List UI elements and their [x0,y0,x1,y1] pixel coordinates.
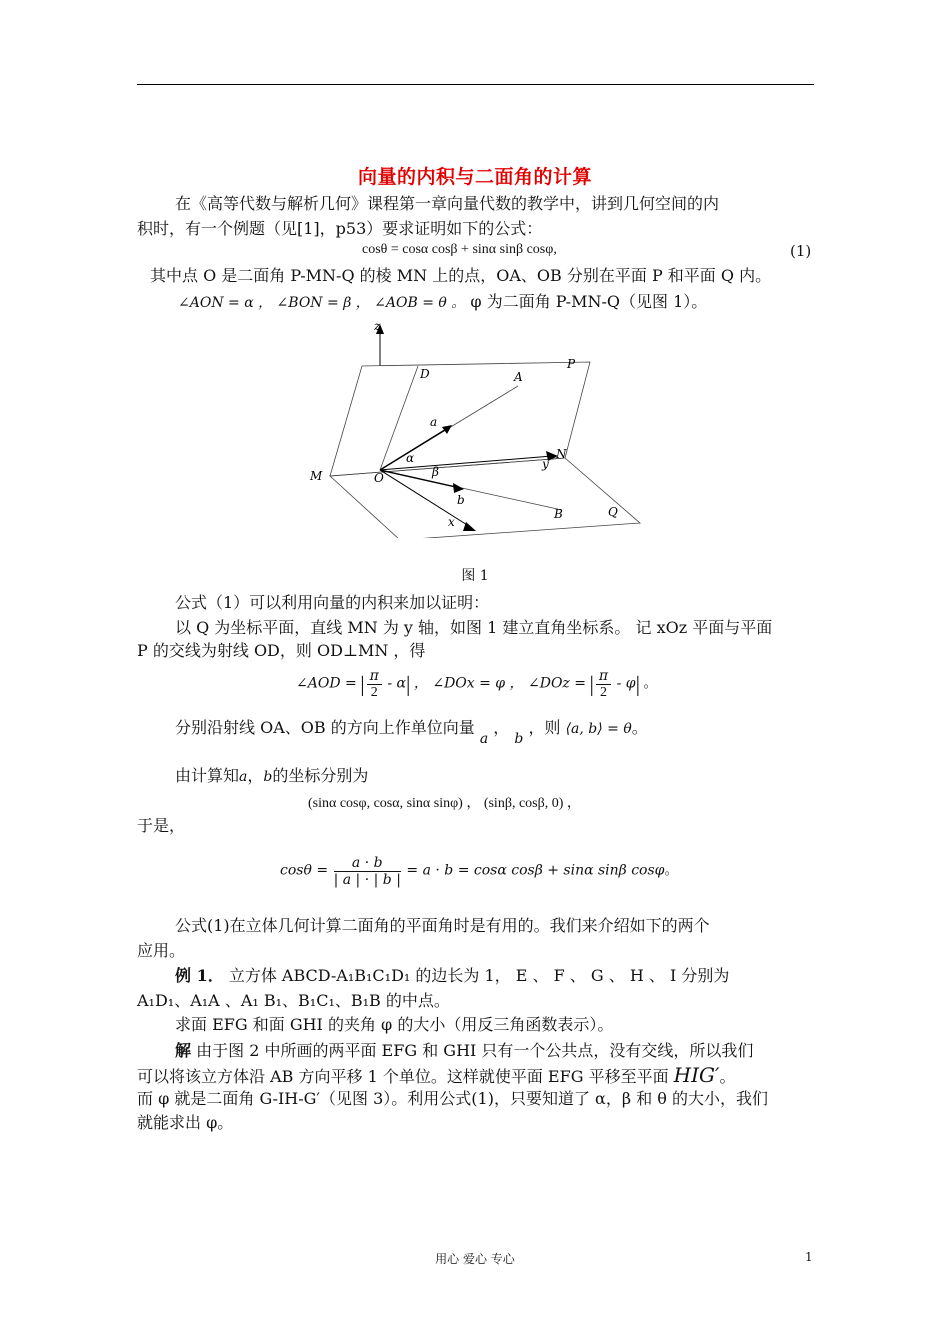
plane-hig-prime: HIG′ [673,1063,720,1087]
para4-line1: 以 Q 为坐标平面，直线 MN 为 y 轴，如图 1 建立直角坐标系。 记 xOz 平面与平面 [175,618,773,637]
label-n: N [556,447,567,461]
label-p: P [567,357,576,371]
angle-definitions: ∠AON = α ， ∠BON = β ， ∠AOB = θ 。 [178,295,466,311]
page-number: 1 [805,1250,813,1264]
label-d: D [420,367,430,381]
label-q: Q [608,505,618,519]
label-y: y [542,457,549,471]
formula-1: cosθ = cosα cosβ + sinα sinβ cosφ, [362,242,557,257]
formula-2-aod: ∠AOD = [296,675,357,692]
para4-line2: P 的交线为射线 OD，则 OD⊥MN ，得 [137,641,426,660]
vector-a-symbol: a [479,731,489,747]
vector-a-arrow-icon [442,425,452,434]
label-z: z [374,319,381,333]
formula-1-number: (1) [790,242,812,260]
label-a-point: A [514,370,523,384]
vector-b [380,470,460,488]
para7-line2: 应用。 [137,941,186,960]
label-alpha: α [406,451,415,465]
formula-2-frac-1: $\frac{\pi}{2}$ [367,668,382,701]
example-1-line2: A₁D₁、A₁A 、A₁ B₁、B₁C₁、B₁B 的中点。 [137,991,450,1010]
figure-1-caption: 图 1 [461,568,489,584]
para5: 分别沿射线 OA、OB 的方向上作单位向量 a ， b ，则 ⟨a, b⟩ = θ。 [175,718,648,747]
vector-b-symbol: b [514,731,524,747]
para2-line2 [178,291,707,314]
example-1-line1: 例 1． 立方体 ABCD-A₁B₁C₁D₁ 的边长为 1， E 、 F 、 G 、 H 、 I 分别为 [175,966,730,985]
solution-line3: 而 φ 就是二面角 G-IH-G′（见图 3）。利用公式(1)，只要知道了 α，β 和 θ 的大小，我们 [137,1089,769,1108]
formula-3: cosθ = $\frac{a \cdot b}{| a | \cdot | b |}$ = a · b = cosα cosβ + sinα sinβ cosφ。 [280,855,679,888]
solution-line4: 就能求出 φ。 [137,1113,234,1132]
label-m: M [310,469,323,483]
example-label: 例 1． [175,966,224,985]
yushi: 于是， [137,816,186,835]
para1-line2: 积时，有一个例题（见[1]，p53）要求证明如下的公式： [137,219,543,238]
para2-line1: 其中点 O 是二面角 P-MN-Q 的棱 MN 上的点，OA、OB 分别在平面 P 和平面 Q 内。 [150,266,772,285]
formula-2-dox-doz: ， ∠DOx = φ ， ∠DOz = [413,675,586,692]
document-title: 向量的内积与二面角的计算 [357,166,592,188]
header-rule [137,84,814,85]
para3: 公式（1）可以利用向量的内积来加以证明： [175,593,490,612]
plane-q [330,458,640,538]
coordinates: (sinα cosφ, cosα, sinα sinφ) ， (sinβ, cosβ, 0) ， [308,796,581,811]
formula-3-frac: $\frac{a \cdot b}{| a | \cdot | b |}$ [333,855,401,888]
solution-line2: 可以将该立方体沿 AB 方向平移 1 个单位。这样就使平面 EFG 平移至平面 HIG′。 [137,1063,736,1087]
formula-2: ∠AOD = | $\frac{\pi}{2}$ - α| ， ∠DOx = φ ， ∠DOz = | $\frac{\pi}{2}$ - φ| 。 [296,668,658,700]
label-b-point: B [554,507,563,521]
para6: 由计算知a，b的坐标分别为 [175,766,369,785]
label-beta: β [432,465,439,479]
dihedral-angle-text: φ 为二面角 P-MN-Q（见图 1）。 [470,292,708,311]
label-a-vector: a [430,415,438,429]
label-o: O [374,471,384,485]
formula-2-frac-2: $\frac{\pi}{2}$ [596,668,611,701]
solution-label: 解 [175,1041,192,1060]
label-b-vector: b [457,493,465,507]
para7-line1: 公式(1)在立体几何计算二面角的平面角时是有用的。我们来介绍如下的两个 [175,916,710,935]
page-footer: 用心 爱心 专心 [435,1252,515,1266]
label-x: x [448,515,455,529]
solution-line1: 解 由于图 2 中所画的两平面 EFG 和 GHI 只有一个公共点，没有交线，所以我们 [175,1041,754,1060]
angle-ab: ⟨a, b⟩ = θ [565,721,632,737]
figure-1-diagram [300,318,650,538]
example-1-line3: 求面 EFG 和面 GHI 的夹角 φ 的大小（用反三角函数表示）。 [175,1015,614,1034]
para1-line1: 在《高等代数与解析几何》课程第一章向量代数的教学中，讲到几何空间的内 [175,194,720,213]
